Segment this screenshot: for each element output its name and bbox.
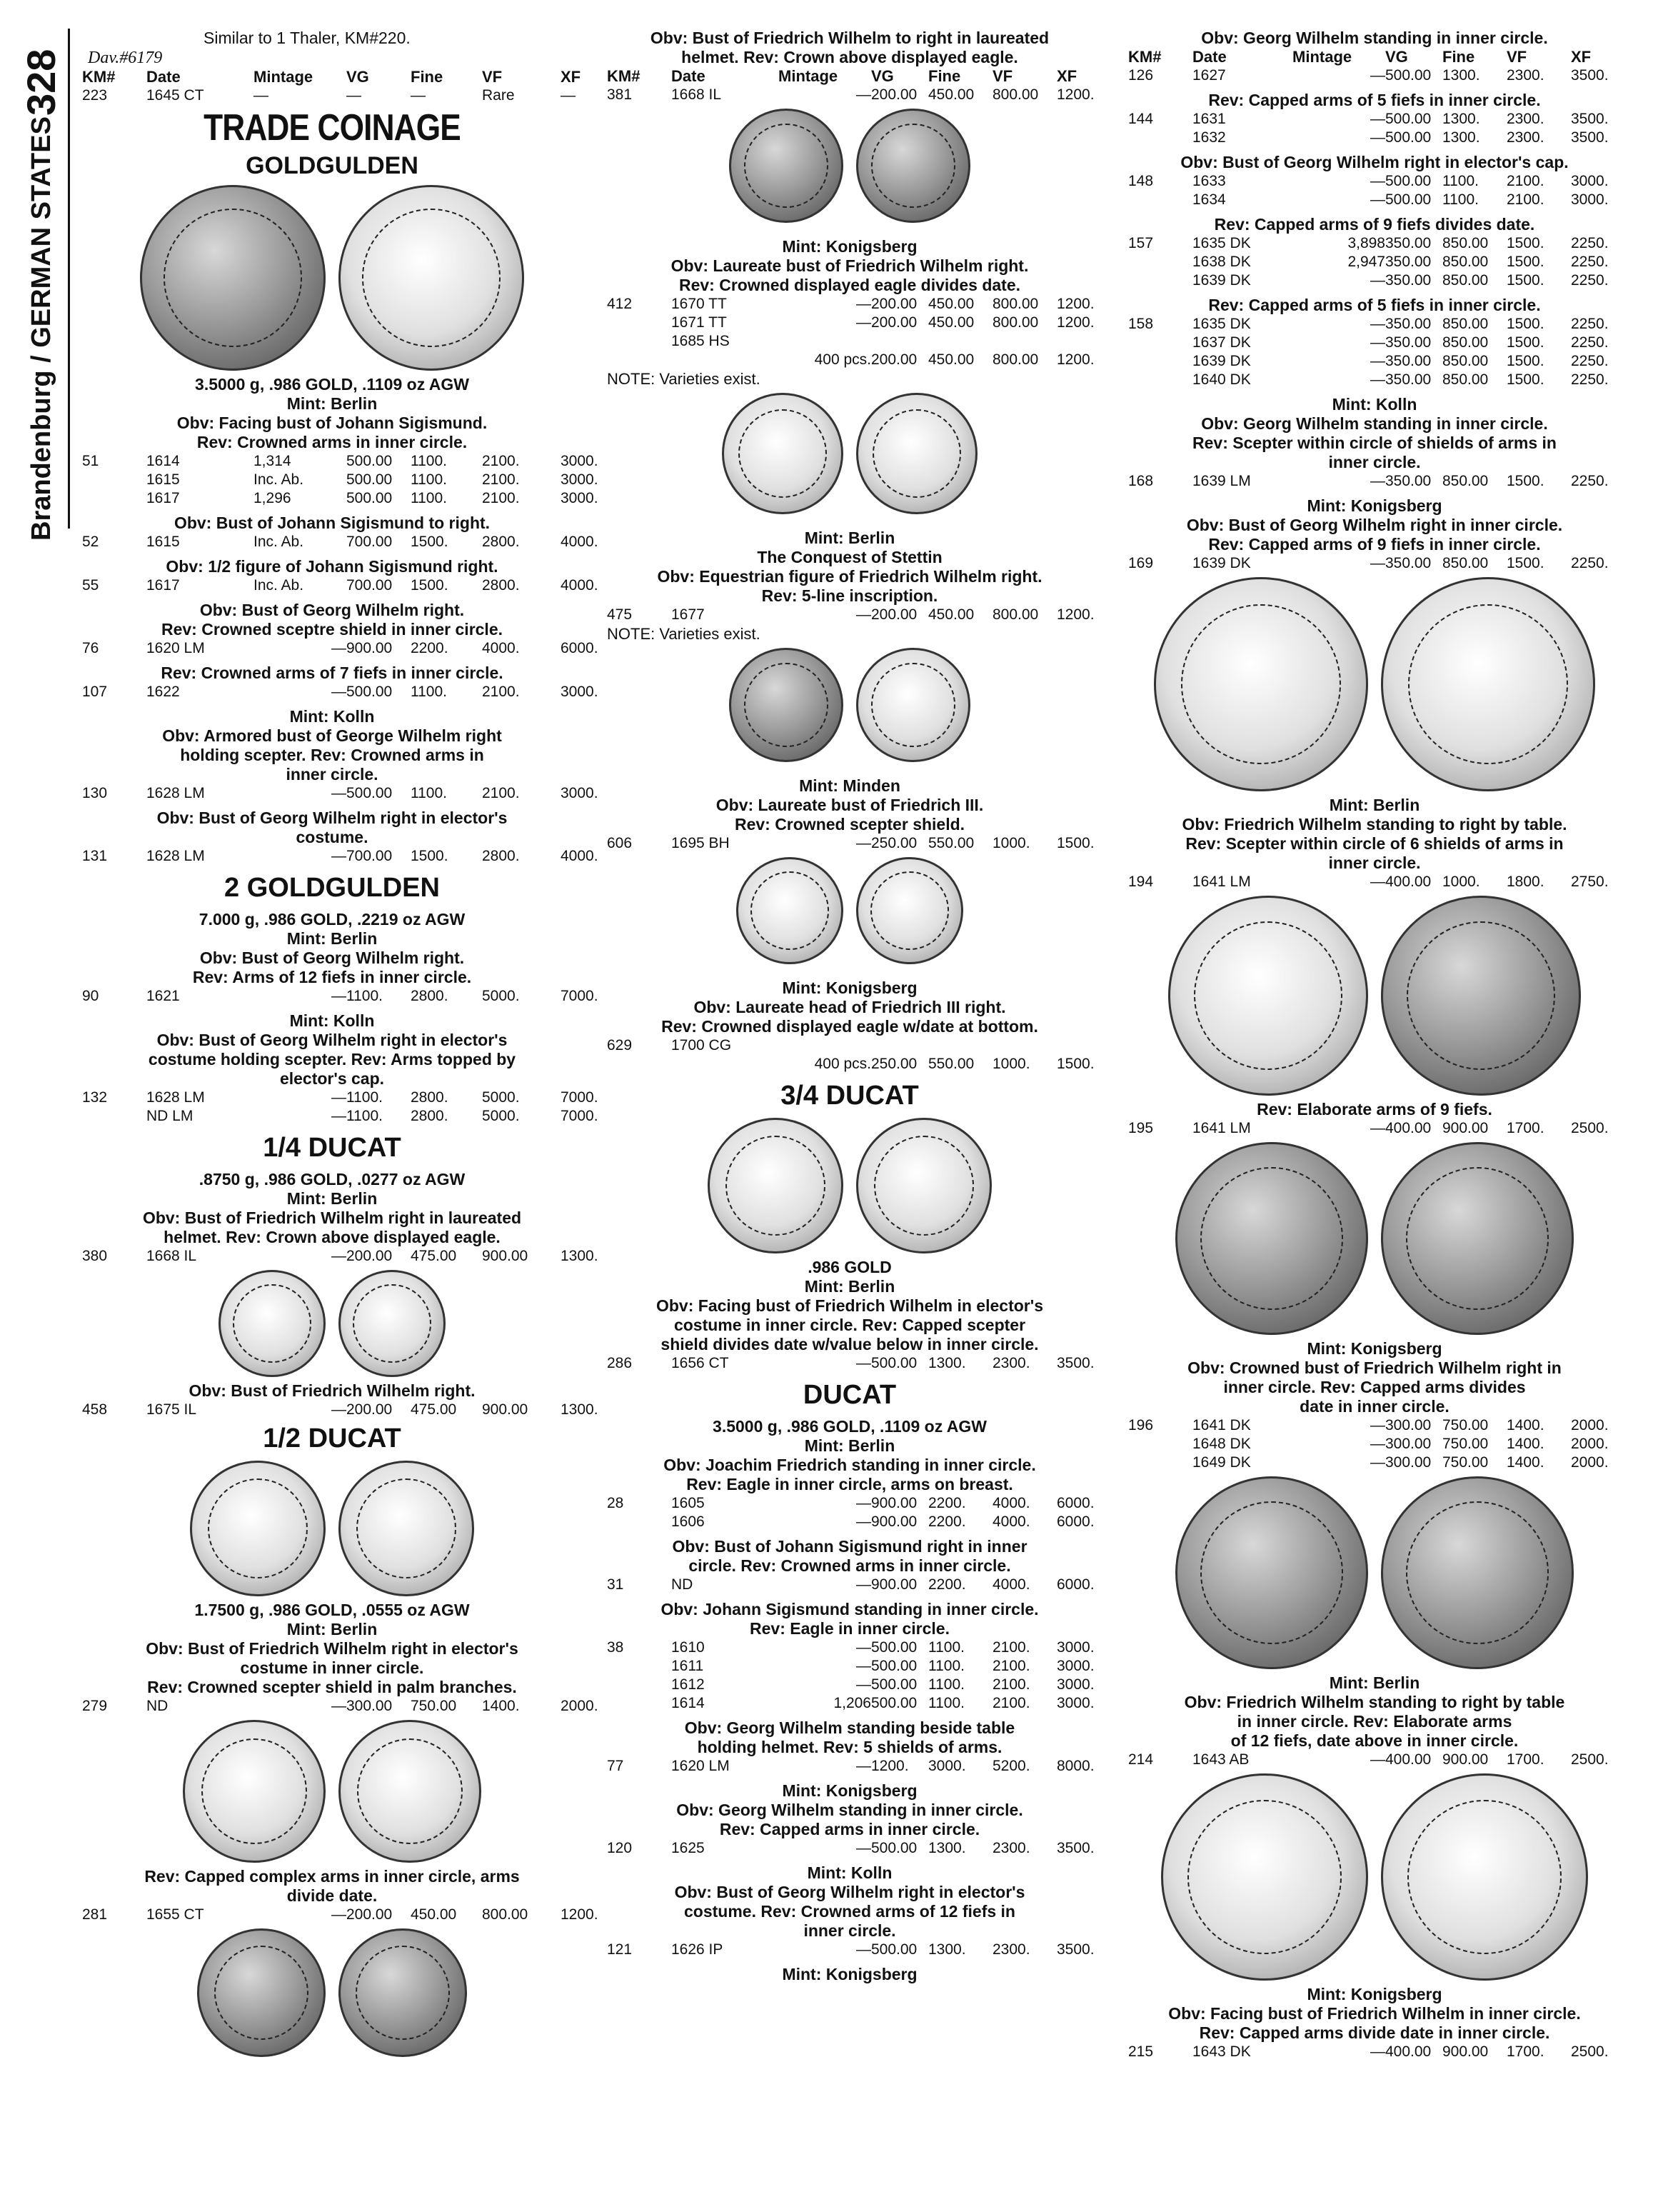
table-row: 1617 1,296 500.00 1100. 2100. 3000. bbox=[146, 490, 598, 506]
coin-obverse-image bbox=[218, 1270, 326, 1377]
obverse-desc: Obv: Equestrian figure of Friedrich Wilhelm right. bbox=[657, 567, 1042, 586]
table-row: 76 1620 LM — 900.00 2200. 4000. 6000. bbox=[82, 640, 598, 656]
reverse-desc: Rev: Capped arms of 9 fiefs divides date. bbox=[1214, 215, 1535, 234]
coin-obverse-image bbox=[729, 648, 843, 762]
reverse-desc: shield divides date w/value below in inner circle. bbox=[660, 1335, 1039, 1353]
reverse-desc: Rev: Scepter within circle of 6 shields of arms in bbox=[1185, 834, 1564, 853]
column-3 bbox=[1128, 29, 1621, 2061]
side-tab bbox=[13, 29, 70, 541]
table-row: 1671 TT — 200.00 450.00 800.00 1200. bbox=[671, 314, 1095, 331]
obverse-desc: Obv: Bust of Georg Wilhelm right in elector's cap. bbox=[1180, 153, 1569, 171]
obverse-desc: costume in inner circle. Rev: Capped scepter bbox=[673, 1316, 1026, 1334]
reverse-desc: Rev: Eagle in inner circle, arms on breast. bbox=[686, 1475, 1013, 1493]
obverse-desc: Obv: Bust of Georg Wilhelm right in elector's bbox=[674, 1883, 1025, 1901]
coin-images bbox=[1128, 1476, 1621, 1669]
reverse-desc: Rev: Arms of 12 fiefs in inner circle. bbox=[192, 968, 472, 986]
weight-spec: 3.5000 g, .986 GOLD, .1109 oz AGW bbox=[713, 1417, 987, 1436]
reverse-desc: Rev: Crowned sceptre shield in inner circle. bbox=[161, 620, 503, 639]
coin-images bbox=[82, 1461, 582, 1596]
coin-reverse-image bbox=[338, 1270, 446, 1377]
table-row: 158 1635 DK — 350.00 850.00 1500. 2250. bbox=[1128, 316, 1609, 332]
obverse-desc: helmet. Rev: Crown above displayed eagle. bbox=[164, 1228, 501, 1246]
column-headers: KM# Date Mintage VG Fine VF XF bbox=[1128, 48, 1592, 66]
table-row: 1638 DK 2,947 350.00 850.00 1500. 2250. bbox=[1192, 254, 1609, 270]
column-2 bbox=[607, 29, 1095, 1984]
table-row: 1639 DK — 350.00 850.00 1500. 2250. bbox=[1192, 353, 1609, 369]
weight-spec: 7.000 g, .986 GOLD, .2219 oz AGW bbox=[199, 910, 466, 929]
obverse-desc: Obv: Georg Wilhelm standing in inner circle. bbox=[1201, 29, 1548, 47]
table-row: 157 1635 DK 3,898 350.00 850.00 1500. 2250. bbox=[1128, 235, 1609, 251]
table-row: 215 1643 DK — 400.00 900.00 1700. 2500. bbox=[1128, 2043, 1609, 2060]
reverse-desc: Rev: Crowned scepter shield in palm branches. bbox=[147, 1678, 517, 1696]
weight-spec: 1.7500 g, .986 GOLD, .0555 oz AGW bbox=[194, 1601, 470, 1619]
table-row: 194 1641 LM — 400.00 1000. 1800. 2750. bbox=[1128, 874, 1609, 890]
mint-label: Mint: Kolln bbox=[807, 1863, 893, 1882]
coin-images bbox=[1128, 896, 1621, 1096]
reverse-desc: Rev: Capped arms of 9 fiefs in inner circle. bbox=[1208, 535, 1541, 554]
coin-obverse-image bbox=[190, 1461, 326, 1596]
coin-reverse-image bbox=[338, 1928, 467, 2057]
subtitle: The Conquest of Stettin bbox=[757, 548, 943, 566]
obverse-desc: costume. bbox=[296, 828, 368, 846]
coin-images bbox=[607, 109, 1092, 223]
table-row: 126 1627 — 500.00 1300. 2300. 3500. bbox=[1128, 67, 1609, 84]
coin-images bbox=[607, 648, 1092, 762]
mint-label: Mint: Kolln bbox=[289, 1011, 375, 1030]
obverse-desc: Obv: Laureate head of Friedrich III right. bbox=[693, 998, 1006, 1016]
table-row: 168 1639 LM — 350.00 850.00 1500. 2250. bbox=[1128, 473, 1609, 489]
coin-obverse-image bbox=[1161, 1773, 1368, 1981]
table-row: 38 1610 — 500.00 1100. 2100. 3000. bbox=[607, 1639, 1095, 1656]
table-row: 1640 DK — 350.00 850.00 1500. 2250. bbox=[1192, 371, 1609, 388]
mint-label: Mint: Konigsberg bbox=[1307, 1985, 1442, 2003]
coin-reverse-image bbox=[856, 648, 970, 762]
mint-label: Mint: Berlin bbox=[286, 1620, 378, 1638]
obverse-desc: Obv: Friedrich Wilhelm standing to right by table. bbox=[1182, 815, 1567, 834]
similar-note: Similar to 1 Thaler, KM#220. bbox=[204, 29, 411, 47]
denomination-heading: 3/4 DUCAT bbox=[780, 1081, 919, 1111]
mint-label: Mint: Berlin bbox=[286, 929, 378, 948]
weight-spec: .986 GOLD bbox=[808, 1258, 892, 1276]
note: NOTE: Varieties exist. bbox=[607, 625, 760, 643]
denomination-heading: 1/2 DUCAT bbox=[263, 1423, 401, 1453]
table-row: 214 1643 AB — 400.00 900.00 1700. 2500. bbox=[1128, 1751, 1609, 1768]
mint-label: Mint: Konigsberg bbox=[782, 979, 918, 997]
reverse-desc: Rev: Capped complex arms in inner circle, arms bbox=[144, 1867, 520, 1886]
mint-label: Mint: Minden bbox=[799, 776, 900, 795]
reverse-desc: date in inner circle. bbox=[1300, 1397, 1450, 1416]
table-row: 412 1670 TT — 200.00 450.00 800.00 1200. bbox=[607, 296, 1095, 312]
reverse-desc: in inner circle. Rev: Elaborate arms bbox=[1237, 1712, 1512, 1731]
table-row: 120 1625 — 500.00 1300. 2300. 3500. bbox=[607, 1840, 1095, 1856]
obverse-desc: inner circle. bbox=[286, 765, 378, 784]
mint-label: Mint: Berlin bbox=[286, 1189, 378, 1208]
table-row: 1615 Inc. Ab. 500.00 1100. 2100. 3000. bbox=[146, 471, 598, 488]
table-row: 400 pcs. 250.00 550.00 1000. 1500. bbox=[814, 1056, 1095, 1072]
mint-label: Mint: Konigsberg bbox=[1307, 1339, 1442, 1358]
reverse-desc: circle. Rev: Crowned arms in inner circle. bbox=[688, 1556, 1011, 1575]
reverse-desc: Rev: Crowned displayed eagle w/date at bottom. bbox=[661, 1017, 1038, 1036]
obverse-desc: Obv: Joachim Friedrich standing in inner circle. bbox=[663, 1456, 1036, 1474]
obverse-desc: Obv: Bust of Johann Sigismund right in inner bbox=[672, 1537, 1028, 1556]
table-row: 107 1622 — 500.00 1100. 2100. 3000. bbox=[82, 684, 598, 700]
coin-obverse-image bbox=[1154, 577, 1368, 791]
section-title: Brandenburg / GERMAN STATES bbox=[26, 116, 56, 541]
coin-obverse-image bbox=[708, 1118, 843, 1253]
coin-images bbox=[82, 1928, 582, 2057]
coin-images bbox=[82, 185, 582, 371]
obverse-desc: Obv: Bust of Georg Wilhelm right. bbox=[199, 949, 465, 967]
coin-obverse-image bbox=[197, 1928, 326, 2057]
table-row: 1639 DK — 350.00 850.00 1500. 2250. bbox=[1192, 272, 1609, 289]
section-heading: TRADE COINAGE bbox=[204, 107, 461, 149]
obverse-desc: holding scepter. Rev: Crowned arms in bbox=[180, 746, 484, 764]
obverse-desc: Obv: Bust of Georg Wilhelm right in elector's bbox=[156, 1031, 508, 1049]
coin-reverse-image bbox=[1381, 896, 1581, 1096]
coin-images bbox=[607, 393, 1092, 514]
coin-obverse-image bbox=[140, 185, 326, 371]
obverse-desc: Obv: Bust of Georg Wilhelm right. bbox=[199, 601, 465, 619]
obverse-desc: Obv: Crowned bust of Friedrich Wilhelm right in bbox=[1187, 1358, 1562, 1377]
table-row: 77 1620 LM — 1200. 3000. 5200. 8000. bbox=[607, 1758, 1095, 1774]
table-row: 400 pcs. 200.00 450.00 800.00 1200. bbox=[814, 351, 1095, 368]
reverse-desc: Rev: Scepter within circle of shields of arms in bbox=[1192, 434, 1557, 452]
denomination-heading: DUCAT bbox=[803, 1380, 897, 1410]
reverse-desc: inner circle. bbox=[1328, 453, 1421, 471]
coin-images bbox=[607, 1118, 1092, 1253]
table-row: 90 1621 — 1100. 2800. 5000. 7000. bbox=[82, 988, 598, 1004]
obverse-desc: costume in inner circle. bbox=[240, 1658, 424, 1677]
obverse-desc: Obv: Bust of Friedrich Wilhelm to right in laureated bbox=[650, 29, 1050, 47]
table-row: 475 1677 — 200.00 450.00 800.00 1200. bbox=[607, 606, 1095, 623]
coin-images bbox=[82, 1270, 582, 1377]
coin-obverse-image bbox=[1175, 1142, 1368, 1335]
reverse-desc: Rev: Capped arms of 5 fiefs in inner circle. bbox=[1208, 296, 1541, 314]
obverse-desc: Obv: Laureate bust of Friedrich Wilhelm right. bbox=[670, 256, 1029, 275]
table-row: 52 1615 Inc. Ab. 700.00 1500. 2800. 4000. bbox=[82, 534, 598, 550]
obverse-desc: elector's cap. bbox=[279, 1069, 385, 1088]
reverse-desc: holding helmet. Rev: 5 shields of arms. bbox=[697, 1738, 1003, 1756]
mint-label: Mint: Konigsberg bbox=[1307, 496, 1442, 515]
obverse-desc: Obv: 1/2 figure of Johann Sigismund right. bbox=[166, 557, 498, 576]
table-row: ND LM — 1100. 2800. 5000. 7000. bbox=[146, 1108, 598, 1124]
page-number: 328 bbox=[19, 49, 64, 116]
mint-label: Mint: Berlin bbox=[1329, 796, 1420, 814]
table-row: 148 1633 — 500.00 1100. 2100. 3000. bbox=[1128, 173, 1609, 189]
table-row: 1649 DK — 300.00 750.00 1400. 2000. bbox=[1192, 1454, 1609, 1471]
coin-reverse-image bbox=[856, 109, 970, 223]
obverse-desc: Obv: Georg Wilhelm standing beside table bbox=[684, 1718, 1015, 1737]
mint-label: Mint: Berlin bbox=[804, 1436, 895, 1455]
table-row: 606 1695 BH — 250.00 550.00 1000. 1500. bbox=[607, 835, 1095, 851]
obverse-desc: helmet. Rev: Crown above displayed eagle. bbox=[681, 48, 1018, 66]
reverse-desc: inner circle. Rev: Capped arms divides bbox=[1223, 1378, 1526, 1396]
table-row: 55 1617 Inc. Ab. 700.00 1500. 2800. 4000. bbox=[82, 577, 598, 594]
obverse-desc: Obv: Facing bust of Friedrich Wilhelm in elector's bbox=[655, 1296, 1043, 1315]
weight-spec: .8750 g, .986 GOLD, .0277 oz AGW bbox=[199, 1170, 466, 1188]
coin-reverse-image bbox=[338, 185, 524, 371]
coin-reverse-image bbox=[1381, 1773, 1588, 1981]
reverse-desc: of 12 fiefs, date above in inner circle. bbox=[1230, 1731, 1519, 1750]
obverse-desc: costume. Rev: Crowned arms of 12 fiefs in bbox=[684, 1902, 1015, 1921]
obverse-desc: Obv: Facing bust of Johann Sigismund. bbox=[176, 414, 488, 432]
coin-reverse-image bbox=[856, 857, 963, 964]
table-row: 223 1645 CT — — — Rare — bbox=[82, 87, 576, 104]
reverse-desc: Rev: Crowned displayed eagle divides date. bbox=[678, 276, 1021, 294]
coin-images bbox=[82, 1720, 582, 1863]
coin-reverse-image bbox=[856, 1118, 992, 1253]
reverse-desc: Rev: Elaborate arms of 9 fiefs. bbox=[1257, 1100, 1492, 1118]
mint-label: Mint: Berlin bbox=[804, 529, 895, 547]
obverse-desc: Obv: Bust of Johann Sigismund to right. bbox=[174, 514, 491, 532]
coin-obverse-image bbox=[183, 1720, 326, 1863]
side-rule bbox=[68, 29, 70, 529]
mint-label: Mint: Berlin bbox=[286, 394, 378, 413]
coin-obverse-image bbox=[736, 857, 843, 964]
column-1 bbox=[82, 29, 598, 2061]
weight-spec: 3.5000 g, .986 GOLD, .1109 oz AGW bbox=[195, 375, 469, 394]
obverse-desc: Obv: Georg Wilhelm standing in inner circle. bbox=[1201, 414, 1548, 433]
reverse-desc: Rev: Crowned arms in inner circle. bbox=[196, 433, 468, 451]
reverse-desc: Rev: Crowned arms of 7 fiefs in inner circle. bbox=[161, 664, 503, 682]
table-row: 1648 DK — 300.00 750.00 1400. 2000. bbox=[1192, 1436, 1609, 1452]
mint-label: Mint: Konigsberg bbox=[782, 1781, 918, 1800]
table-row: 1685 HS bbox=[671, 333, 730, 349]
mint-label: Mint: Kolln bbox=[289, 707, 375, 726]
obverse-desc: Obv: Armored bust of George Wilhelm right bbox=[162, 726, 502, 745]
coin-reverse-image bbox=[338, 1461, 474, 1596]
obverse-desc: Obv: Bust of Friedrich Wilhelm right. bbox=[189, 1381, 476, 1400]
table-row: 169 1639 DK — 350.00 850.00 1500. 2250. bbox=[1128, 555, 1609, 571]
coin-reverse-image bbox=[856, 393, 978, 514]
table-row: 131 1628 LM — 700.00 1500. 2800. 4000. bbox=[82, 848, 598, 864]
reverse-desc: Rev: Capped arms in inner circle. bbox=[719, 1820, 980, 1838]
obverse-desc: Obv: Bust of Georg Wilhelm right in inner circle. bbox=[1186, 516, 1563, 534]
mint-label: Mint: Kolln bbox=[1332, 395, 1417, 414]
obverse-desc: costume holding scepter. Rev: Arms topped by bbox=[148, 1050, 516, 1069]
mint-label: Mint: Berlin bbox=[804, 1277, 895, 1296]
table-row: 144 1631 — 500.00 1300. 2300. 3500. bbox=[1128, 111, 1609, 127]
table-row: 1612 — 500.00 1100. 2100. 3000. bbox=[671, 1676, 1095, 1693]
mint-label: Mint: Konigsberg bbox=[782, 237, 918, 256]
obverse-desc: Obv: Bust of Georg Wilhelm right in elector's bbox=[156, 809, 508, 827]
mint-label: Mint: Berlin bbox=[1329, 1673, 1420, 1692]
table-row: 1637 DK — 350.00 850.00 1500. 2250. bbox=[1192, 334, 1609, 351]
note: NOTE: Varieties exist. bbox=[607, 370, 760, 388]
dav-number: Dav.#6179 bbox=[88, 49, 163, 67]
reverse-desc: Rev: Crowned scepter shield. bbox=[734, 815, 965, 834]
table-row: 121 1626 IP — 500.00 1300. 2300. 3500. bbox=[607, 1941, 1095, 1958]
coin-obverse-image bbox=[1175, 1476, 1368, 1669]
denomination-heading: 1/4 DUCAT bbox=[263, 1133, 401, 1163]
table-row: 286 1656 CT — 500.00 1300. 2300. 3500. bbox=[607, 1355, 1095, 1371]
table-row: 28 1605 — 900.00 2200. 4000. 6000. bbox=[607, 1495, 1095, 1511]
coin-obverse-image bbox=[729, 109, 843, 223]
coin-obverse-image bbox=[722, 393, 843, 514]
table-row: 281 1655 CT — 200.00 450.00 800.00 1200. bbox=[82, 1906, 598, 1923]
column-headers: KM# Date Mintage VG Fine VF XF bbox=[607, 67, 1077, 85]
obverse-desc: Obv: Bust of Friedrich Wilhelm right in elector's bbox=[146, 1639, 518, 1658]
table-row: 132 1628 LM — 1100. 2800. 5000. 7000. bbox=[82, 1089, 598, 1106]
table-row: 1606 — 900.00 2200. 4000. 6000. bbox=[671, 1513, 1095, 1530]
obverse-desc: Obv: Georg Wilhelm standing in inner circle. bbox=[676, 1801, 1023, 1819]
denomination-heading: GOLDGULDEN bbox=[246, 152, 418, 179]
table-row: 31 ND — 900.00 2200. 4000. 6000. bbox=[607, 1576, 1095, 1593]
mint-label: Mint: Konigsberg bbox=[782, 1965, 918, 1983]
obverse-desc: Obv: Johann Sigismund standing in inner circle. bbox=[660, 1600, 1039, 1618]
table-row: 1611 — 500.00 1100. 2100. 3000. bbox=[671, 1658, 1095, 1674]
coin-images bbox=[607, 857, 1092, 964]
obverse-desc: Obv: Bust of Friedrich Wilhelm right in laureated bbox=[142, 1208, 522, 1227]
reverse-desc: divide date. bbox=[286, 1886, 378, 1905]
table-row: 458 1675 IL — 200.00 475.00 900.00 1300. bbox=[82, 1401, 598, 1418]
table-row: 130 1628 LM — 500.00 1100. 2100. 3000. bbox=[82, 785, 598, 801]
table-row: 1634 — 500.00 1100. 2100. 3000. bbox=[1192, 191, 1609, 208]
table-row: 381 1668 IL — 200.00 450.00 800.00 1200. bbox=[607, 86, 1095, 103]
column-headers: KM# Date Mintage VG Fine VF XF bbox=[82, 68, 581, 86]
coin-images bbox=[1128, 577, 1621, 791]
table-row: 51 1614 1,314 500.00 1100. 2100. 3000. bbox=[82, 453, 598, 469]
table-row: 195 1641 LM — 400.00 900.00 1700. 2500. bbox=[1128, 1120, 1609, 1136]
table-row: 196 1641 DK — 300.00 750.00 1400. 2000. bbox=[1128, 1417, 1609, 1433]
table-row: 380 1668 IL — 200.00 475.00 900.00 1300. bbox=[82, 1248, 598, 1264]
denomination-heading: 2 GOLDGULDEN bbox=[224, 873, 440, 903]
reverse-desc: inner circle. bbox=[1328, 854, 1421, 872]
coin-images bbox=[1128, 1142, 1621, 1335]
reverse-desc: Rev: Eagle in inner circle. bbox=[750, 1619, 950, 1638]
table-row: 1632 — 500.00 1300. 2300. 3500. bbox=[1192, 129, 1609, 146]
obverse-desc: Obv: Facing bust of Friedrich Wilhelm in inner circle. bbox=[1168, 2004, 1581, 2023]
obverse-desc: Obv: Laureate bust of Friedrich III. bbox=[715, 796, 984, 814]
coin-reverse-image bbox=[1381, 1142, 1574, 1335]
coin-images bbox=[1128, 1773, 1621, 1981]
coin-reverse-image bbox=[1381, 577, 1595, 791]
coin-obverse-image bbox=[1168, 896, 1368, 1096]
obverse-desc: Obv: Friedrich Wilhelm standing to right by table bbox=[1184, 1693, 1565, 1711]
reverse-desc: Rev: Capped arms of 5 fiefs in inner circle. bbox=[1208, 91, 1541, 109]
reverse-desc: Rev: Capped arms divide date in inner circle. bbox=[1199, 2023, 1550, 2042]
coin-reverse-image bbox=[1381, 1476, 1574, 1669]
reverse-desc: Rev: 5-line inscription. bbox=[761, 586, 938, 605]
coin-reverse-image bbox=[338, 1720, 481, 1863]
table-row: 629 1700 CG bbox=[607, 1037, 732, 1054]
table-row: 279 ND — 300.00 750.00 1400. 2000. bbox=[82, 1698, 598, 1714]
obverse-desc: inner circle. bbox=[803, 1921, 896, 1940]
table-row: 1614 1,206 500.00 1100. 2100. 3000. bbox=[671, 1695, 1095, 1711]
